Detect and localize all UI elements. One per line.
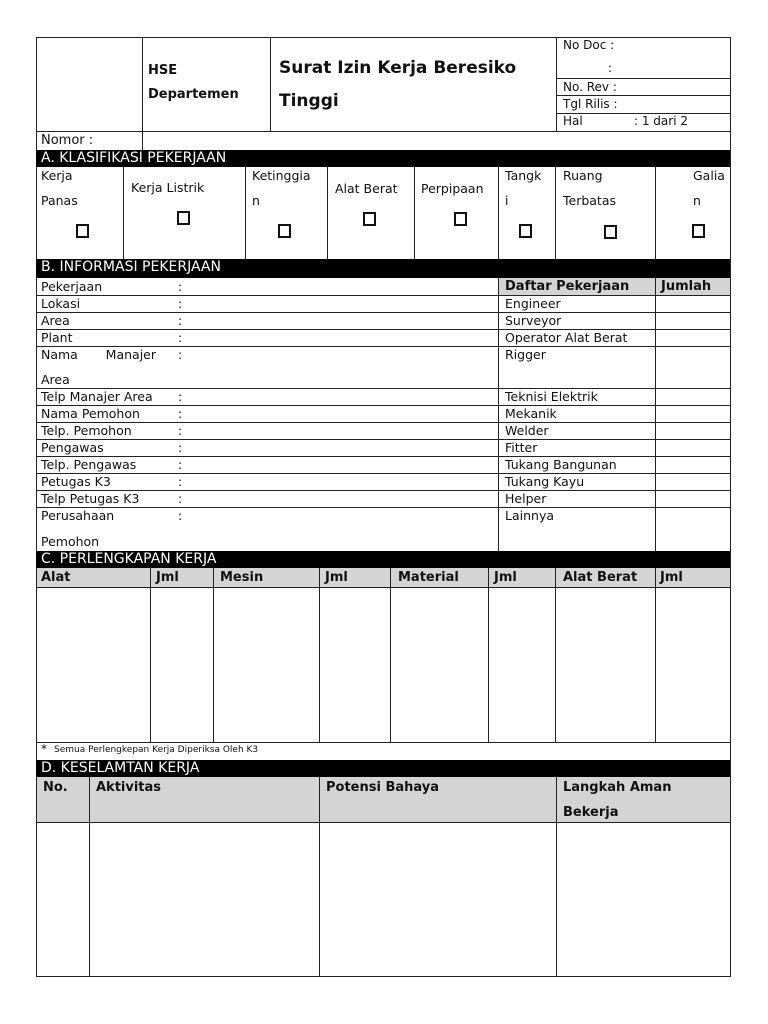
colon: : [178, 406, 183, 421]
colon: : [178, 440, 183, 455]
column-jml-alat-berat: Jml [660, 570, 683, 585]
field-plant-label: Plant [41, 330, 73, 345]
column-material: Material [398, 570, 459, 585]
footnote-text: Semua Perlengkepan Kerja Diperiksa Oleh K3 [54, 745, 259, 755]
column-jml-material: Jml [494, 570, 517, 585]
column-potensi-bahaya: Potensi Bahaya [326, 780, 440, 795]
checkbox-ketinggian[interactable] [278, 224, 291, 238]
job-rigger: Rigger [505, 347, 546, 362]
colon: : [178, 474, 183, 489]
colon: : [178, 330, 183, 345]
colon: : [178, 279, 183, 294]
column-jml-alat: Jml [156, 570, 179, 585]
field-pengawas-label: Pengawas [41, 440, 104, 455]
category-ketinggian-label-2: n [252, 193, 260, 208]
job-lainnya: Lainnya [505, 508, 554, 523]
field-lokasi-label: Lokasi [41, 296, 81, 311]
document-title-line1: Surat Izin Kerja Beresiko [279, 58, 517, 78]
colon: : [178, 347, 183, 362]
field-petugas-k3-label: Petugas K3 [41, 474, 111, 489]
page-value: : 1 dari 2 [634, 114, 688, 128]
field-telp-petugas-k3-label: Telp Petugas K3 [41, 491, 140, 506]
job-tukang-bangunan: Tukang Bangunan [505, 457, 617, 472]
job-helper: Helper [505, 491, 547, 506]
category-galian-label-1: Galia [693, 168, 725, 183]
checkbox-tangki[interactable] [519, 224, 532, 238]
column-alat-berat: Alat Berat [563, 570, 638, 585]
category-ruang-terbatas-label-2: Terbatas [563, 193, 617, 208]
category-alat-berat-label: Alat Berat [335, 181, 398, 196]
category-galian-label-2: n [693, 193, 701, 208]
colon: : [178, 457, 183, 472]
section-d-title: D. KESELAMTAN KERJA [36, 760, 730, 777]
doc-number-colon: : [608, 61, 613, 75]
job-operator-alat-berat: Operator Alat Berat [505, 330, 628, 345]
field-telp-manajer-label: Telp Manajer Area [41, 389, 153, 404]
field-pemohon-label: Pemohon [41, 534, 100, 549]
job-tukang-kayu: Tukang Kayu [505, 474, 585, 489]
checkbox-kerja-panas[interactable] [76, 224, 89, 238]
category-kerja-listrik-label: Kerja Listrik [131, 180, 205, 195]
section-b-title: B. INFORMASI PEKERJAAN [36, 259, 730, 278]
category-perpipaan-label: Perpipaan [421, 181, 484, 196]
checkbox-ruang-terbatas[interactable] [604, 225, 617, 239]
field-pekerjaan-label: Pekerjaan [41, 279, 103, 294]
category-kerja-panas-label-2: Panas [41, 193, 78, 208]
colon: : [178, 491, 183, 506]
department-label-hse: HSE [148, 63, 178, 78]
column-no: No. [43, 780, 68, 795]
job-list-header: Daftar Pekerjaan [505, 279, 630, 294]
category-ketinggian-label-1: Ketinggia [252, 168, 311, 183]
job-surveyor: Surveyor [505, 313, 562, 328]
field-nama-manajer-area-label: Area [41, 372, 70, 387]
field-telp-pemohon-label: Telp. Pemohon [41, 423, 132, 438]
field-area-label: Area [41, 313, 70, 328]
job-engineer: Engineer [505, 296, 561, 311]
release-date-label: Tgl Rilis : [563, 97, 618, 111]
column-aktivitas: Aktivitas [96, 780, 162, 795]
column-jml-mesin: Jml [325, 570, 348, 585]
job-welder: Welder [505, 423, 549, 438]
checkbox-alat-berat[interactable] [363, 212, 376, 226]
page-label: Hal [563, 114, 583, 128]
column-mesin: Mesin [220, 570, 264, 585]
field-nama-pemohon-label: Nama Pemohon [41, 406, 140, 421]
colon: : [178, 423, 183, 438]
checkbox-perpipaan[interactable] [454, 212, 467, 226]
colon: : [178, 313, 183, 328]
nomor-label: Nomor : [41, 133, 94, 148]
category-kerja-panas-label-1: Kerja [41, 168, 73, 183]
column-langkah-aman-2: Bekerja [563, 805, 619, 820]
job-count-header: Jumlah [661, 279, 712, 294]
section-c-title: C. PERLENGKAPAN KERJA [36, 551, 730, 568]
checkbox-kerja-listrik[interactable] [177, 211, 190, 225]
column-langkah-aman-1: Langkah Aman [563, 780, 672, 795]
checkbox-galian[interactable] [692, 224, 705, 238]
category-tangki-label-1: Tangk [505, 168, 542, 183]
category-ruang-terbatas-label-1: Ruang [563, 168, 603, 183]
department-label: Departemen [148, 87, 239, 102]
job-mekanik: Mekanik [505, 406, 557, 421]
footnote-star: * [41, 742, 47, 756]
document-title-line2: Tinggi [279, 91, 339, 111]
colon: : [178, 389, 183, 404]
field-perusahaan-label: Perusahaan [41, 508, 115, 523]
column-alat: Alat [41, 570, 71, 585]
section-a-title: A. KLASIFIKASI PEKERJAAN [36, 150, 730, 167]
field-nama-manajer-label: Nama Manajer [41, 347, 156, 362]
doc-number-label: No Doc : [563, 38, 615, 52]
job-fitter: Fitter [505, 440, 538, 455]
category-tangki-label-2: i [505, 193, 509, 208]
colon: : [178, 508, 183, 523]
colon: : [178, 296, 183, 311]
job-teknisi-elektrik: Teknisi Elektrik [505, 389, 598, 404]
revision-label: No. Rev : [563, 80, 617, 94]
field-telp-pengawas-label: Telp. Pengawas [41, 457, 137, 472]
